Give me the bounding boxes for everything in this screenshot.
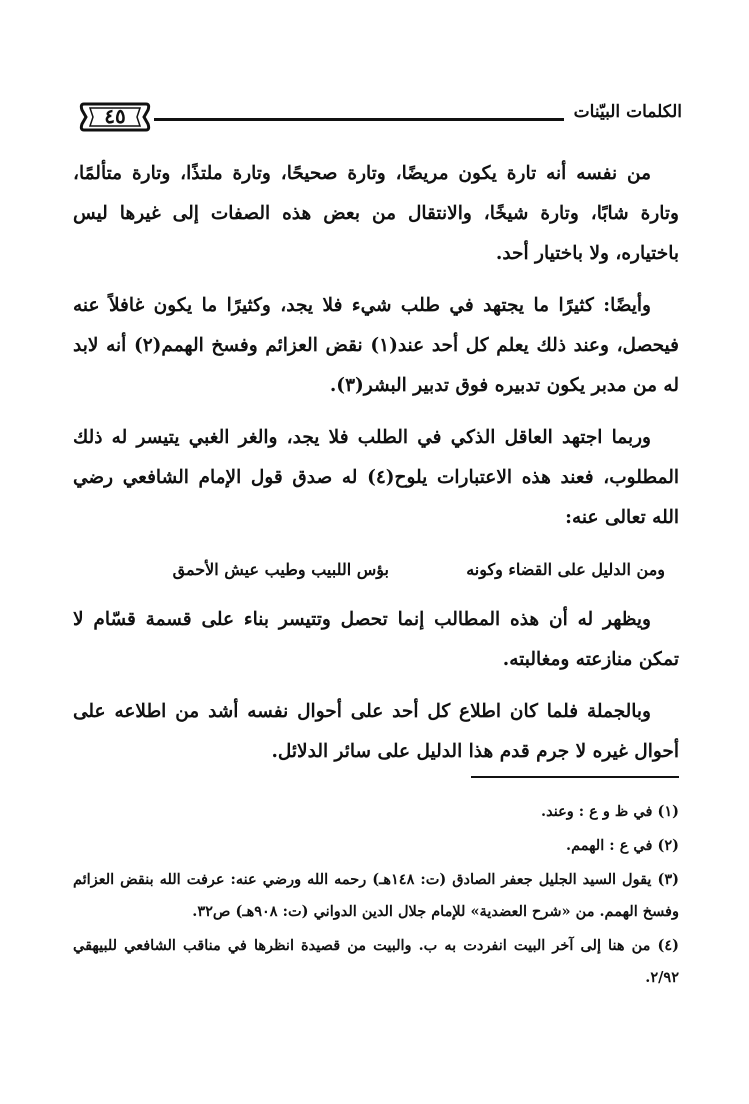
poetry-verse: [73, 552, 679, 592]
verse-second-hemistich: بؤس اللبيب وطيب عيش الأحمق: [172, 560, 389, 579]
footnote-2: (٢) في ع : الهمم.: [566, 837, 679, 854]
main-text: [73, 154, 679, 784]
footnote-1: (١) في ظ و ع : وعند.: [541, 803, 679, 820]
verse-first-hemistich: ومن الدليل على القضاء وكونه: [466, 560, 665, 579]
paragraph-3: وربما اجتهد العاقل الذكي في الطلب فلا يجد، والغر الغبي يتيسر له ذلك المطلوب، فعند هذه الاعتبارات يلوح(٤) له صدق قول الإمام الشافعي رضي الله تعالى عنه:: [73, 427, 679, 528]
page-number-ornament: [78, 100, 152, 134]
page-header: [78, 92, 682, 142]
paragraph-5: وبالجملة فلما كان اطلاع كل أحد على أحوال نفسه أشد من اطلاعه على أحوال غيره لا جرم قدم هذا الدليل على سائر الدلائل.: [73, 701, 679, 762]
footnote-separator: [471, 776, 679, 778]
running-title: الكلمات البيّنات: [573, 102, 682, 122]
paragraph-2: وأيضًا: كثيرًا ما يجتهد في طلب شيء فلا يجد، وكثيرًا ما يكون غافلاً عنه فيحصل، وعند ذلك يعلم كل أحد عند(١) نقض العزائم وفسخ الهمم(٢) أنه لابد له من مدبر يكون تدبيره فوق تدبير البشر(٣).: [73, 295, 679, 396]
footnote-4: (٤) من هنا إلى آخر البيت انفردت به ب. والبيت من قصيدة انظرها في مناقب الشافعي للبيهقي ٢/٩٢.: [73, 937, 679, 986]
footnote-3: (٣) يقول السيد الجليل جعفر الصادق (ت: ١٤٨هـ) رحمه الله ورضي عنه: عرفت الله بنقض العزائم وفسخ الهمم. من «شرح العضدية» للإمام جلال الدين الدواني (ت: ٩٠٨هـ) ص٣٢.: [73, 871, 679, 920]
footnotes: [73, 796, 679, 996]
page-number: ٤٥: [104, 104, 126, 128]
paragraph-4: ويظهر له أن هذه المطالب إنما تحصل وتتيسر بناء على قسمة قسّام لا تمكن منازعته ومغالبته.: [73, 609, 679, 670]
paragraph-1: من نفسه أنه تارة يكون مريضًا، وتارة صحيحًا، وتارة ملتذًا، وتارة متألمًا، وتارة شابًا، وتارة شيخًا، والانتقال من بعض هذه الصفات إلى غيرها ليس باختياره، ولا باختيار أحد.: [73, 163, 679, 264]
header-rule: [154, 118, 564, 121]
